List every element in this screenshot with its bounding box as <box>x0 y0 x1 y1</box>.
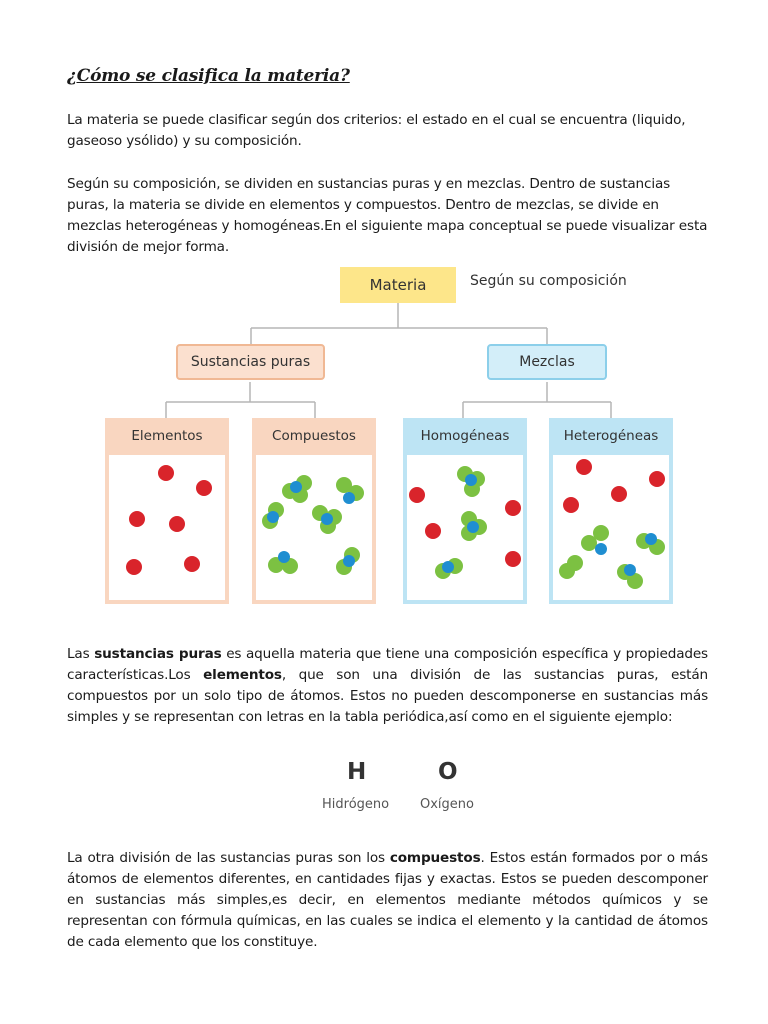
homogeneas-illustration <box>407 455 523 600</box>
page-title: ¿Cómo se clasifica la materia? <box>67 66 350 86</box>
term-sustancias-puras: sustancias puras <box>94 646 222 662</box>
heterogeneas-header: Heterogéneas <box>563 428 659 444</box>
composition-paragraph: Según su composición, se dividen en sustancias puras y en mezclas. Dentro de sustancias puras, la materia se divide en elementos y compuestos. Dentro de mezclas, se divide en mezclas heterogéneas y homogéneas.En el siguiente mapa conceptual se puede visualizar esta división de mejor forma. <box>67 176 708 255</box>
homogeneas-panel <box>403 418 527 604</box>
hydrogen-symbol: H <box>347 759 367 785</box>
compuestos-panel <box>252 418 376 604</box>
p3-text-3: , que son una división de las sustancias puras, están compuestos por un solo tipo de átomos. Estos no pueden descomponerse en sustancias más simples y se representan con letras en la tabla periódica,así como en el siguiente ejemplo: <box>67 667 708 725</box>
heterogeneas-mixture-illustration <box>553 455 669 600</box>
criterion-label: Según su composición <box>470 273 627 289</box>
sustancias-puras-node: Sustancias puras <box>176 344 325 380</box>
p3-text-2: es aquella materia que tiene una composición específica y propiedades características.Los <box>67 646 708 683</box>
oxygen-symbol: O <box>438 759 458 785</box>
p3-text-1: Las <box>67 646 95 662</box>
elementos-panel <box>105 418 229 604</box>
mezclas-node: Mezclas <box>487 344 607 380</box>
elementos-atoms-illustration <box>109 455 225 600</box>
compuestos-illustration <box>256 455 372 600</box>
homogeneas-mixture-illustration <box>407 455 523 600</box>
homogeneas-header: Homogéneas <box>420 428 510 444</box>
p4-text-2: . Estos están formados por o más átomos de elementos diferentes, en cantidades fijas y exactas. Estos se pueden descomponer en sustancias más simples,es decir, en elementos mediante métodos químicos y se representan con fórmula químicas, en las cuales se indica el elemento y la cantidad de átomos de cada elemento que los constituye. <box>67 850 708 950</box>
compuestos-paragraph <box>67 848 708 953</box>
sustancias-puras-paragraph <box>67 644 708 728</box>
p4-text-1: La otra división de las sustancias puras son los <box>67 850 390 866</box>
oxygen-name: Oxígeno <box>420 797 474 812</box>
materia-node: Materia <box>340 267 456 303</box>
term-compuestos: compuestos <box>389 850 481 866</box>
intro-paragraph: La materia se puede clasificar según dos criterios: el estado en el cual se encuentra (liquido, gaseoso ysólido) y su composición. <box>67 112 686 149</box>
compuestos-molecules-illustration <box>256 455 372 600</box>
hydrogen-name: Hidrógeno <box>322 797 390 812</box>
elementos-illustration <box>109 455 225 600</box>
elementos-header: Elementos <box>131 428 203 444</box>
compuestos-header: Compuestos <box>272 428 356 444</box>
heterogeneas-illustration <box>553 455 669 600</box>
term-elementos: elementos <box>203 667 282 683</box>
heterogeneas-panel <box>549 418 673 604</box>
